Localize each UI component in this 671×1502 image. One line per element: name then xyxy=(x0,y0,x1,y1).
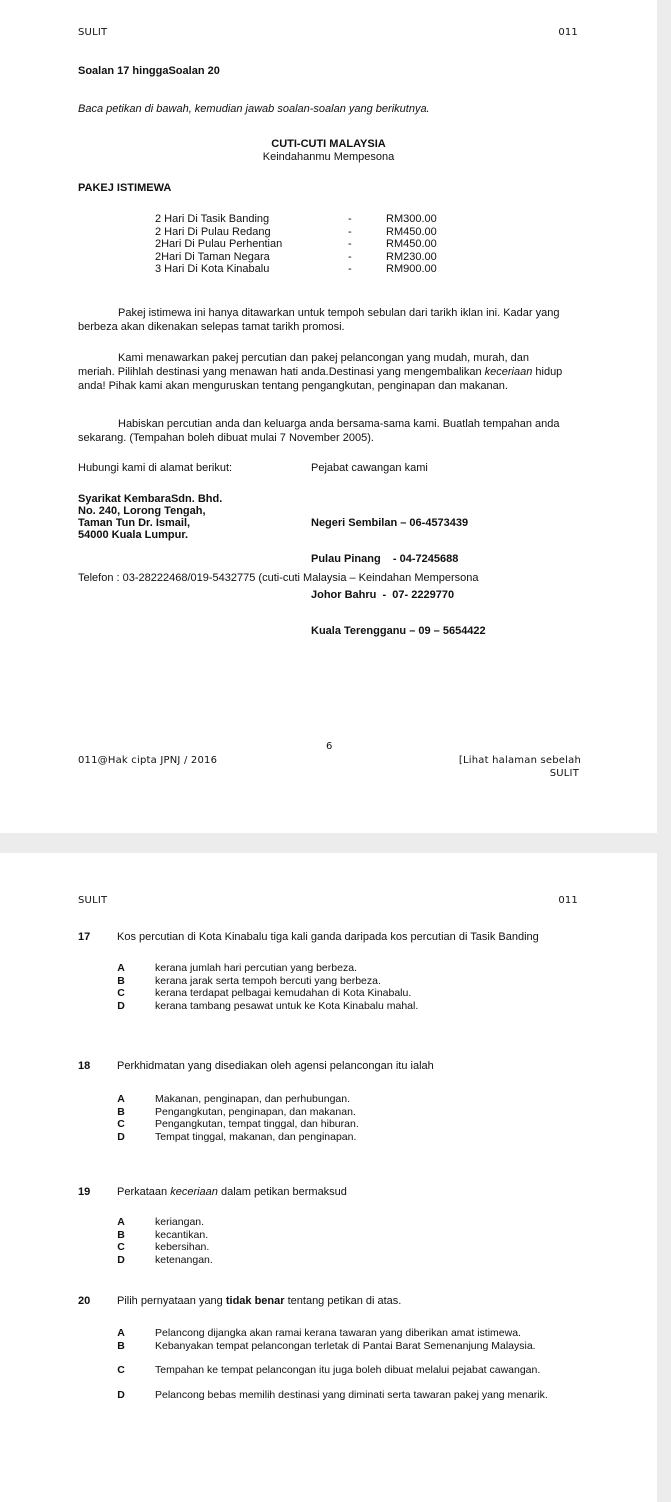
section-title: Soalan 17 hinggaSoalan 20 xyxy=(78,65,220,77)
option-letter: B xyxy=(117,974,125,987)
question-number: 18 xyxy=(78,1060,91,1072)
option-text: Pengangkutan, penginapan, dan makanan. xyxy=(155,1105,356,1118)
option-letter: B xyxy=(117,1339,125,1352)
header-sulit: SULIT xyxy=(78,895,108,906)
address-line: 54000 Kuala Lumpur. xyxy=(78,529,189,541)
package-name: 2 Hari Di Tasik Banding xyxy=(155,213,270,225)
package-name: 3 Hari Di Kota Kinabalu xyxy=(155,263,270,275)
option-text: kecantikan. xyxy=(155,1228,209,1241)
contact-label: Hubungi kami di alamat berikut: xyxy=(78,462,233,474)
option-text: kerana tambang pesawat untuk ke Kota Kinabalu mahal. xyxy=(155,999,419,1012)
package-price: RM900.00 xyxy=(386,263,437,275)
question-text-end: dalam petikan bermaksud xyxy=(217,1186,347,1198)
question-text: Kos percutian di Kota Kinabalu tiga kali ganda daripada kos percutian di Tasik Banding xyxy=(117,931,539,943)
company-address xyxy=(78,493,222,541)
option-text: keriangan. xyxy=(155,1216,205,1228)
option-letter: D xyxy=(117,1130,125,1143)
paragraph-offer-text-end: hidup anda! Pihak kami akan menguruskan tentang pengangkutan, penginapan dan makanan. xyxy=(78,366,563,392)
package-separator: - xyxy=(348,213,352,225)
package-price: RM300.00 xyxy=(386,213,437,225)
package-row xyxy=(155,251,455,264)
question-text-bold: tidak benar xyxy=(225,1295,285,1307)
page-number: 6 xyxy=(326,741,333,752)
question-text xyxy=(117,1295,401,1307)
option-text: Pengangkutan, tempat tinggal, dan hiburan. xyxy=(155,1118,359,1130)
question-text-end: tentang petikan di atas. xyxy=(284,1295,402,1307)
paragraph-promo: Pakej istimewa ini hanya ditawarkan untuk tempoh sebulan dari tarikh iklan ini. Kadar yang berbeza akan dikenakan selepas tamat tarikh promosi. xyxy=(78,307,560,333)
package-row xyxy=(155,263,455,276)
branch-line: Pulau Pinang - 04-7245688 xyxy=(311,553,459,565)
option-text: Kebanyakan tempat pelancongan terletak di Pantai Barat Semenanjung Malaysia. xyxy=(155,1339,536,1352)
package-price: RM450.00 xyxy=(386,238,437,250)
option-letter: D xyxy=(117,999,125,1012)
branch-line: Johor Bahru - 07- 2229770 xyxy=(311,589,455,601)
option-letter: D xyxy=(117,1388,125,1401)
option-letter: B xyxy=(117,1105,125,1118)
branch-line: Negeri Sembilan – 06-4573439 xyxy=(311,517,469,529)
option-letter: A xyxy=(117,1216,125,1228)
option-text: Tempat tinggal, makanan, dan penginapan. xyxy=(155,1130,357,1143)
branch-line: Kuala Terengganu – 09 – 5654422 xyxy=(311,625,486,637)
address-line: Syarikat KembaraSdn. Bhd. xyxy=(78,493,223,505)
package-heading: PAKEJ ISTIMEWA xyxy=(78,182,172,194)
option-text: Tempahan ke tempat pelancongan itu juga boleh dibuat melalui pejabat cawangan. xyxy=(155,1364,541,1376)
option-letter: B xyxy=(117,1228,125,1241)
package-row xyxy=(155,213,455,226)
question-number: 17 xyxy=(78,931,91,943)
package-separator: - xyxy=(348,238,352,250)
option-letter: C xyxy=(117,1241,125,1253)
option-text: kebersihan. xyxy=(155,1241,210,1253)
package-separator: - xyxy=(348,263,352,275)
package-price: RM450.00 xyxy=(386,225,437,238)
branch-label: Pejabat cawangan kami xyxy=(311,462,428,474)
paragraph-booking: Habiskan percutian anda dan keluarga anda bersama-sama kami. Buatlah tempahan anda sekarang. (Tempahan boleh dibuat mulai 7 November 2005). xyxy=(78,418,560,444)
paragraph-offer xyxy=(78,351,568,393)
package-price: RM230.00 xyxy=(386,250,437,263)
address-line: Taman Tun Dr. Ismail, xyxy=(78,517,191,529)
footer-copyright: 011@Hak cipta JPNJ / 2016 xyxy=(78,755,218,766)
option-text: Pelancong dijangka akan ramai kerana tawaran yang diberikan amat istimewa. xyxy=(155,1327,521,1339)
paragraph-offer-text: Kami menawarkan pakej percutian dan pakej pelancongan yang mudah, murah, dan meriah. Pilihlah destinasi yang menawan hati anda.Destinasi yang mengembalikan xyxy=(78,352,529,378)
option-text: Makanan, penginapan, dan perhubungan. xyxy=(155,1093,350,1105)
instruction: Baca petikan di bawah, kemudian jawab soalan-soalan yang berikutnya. xyxy=(78,103,430,115)
header-code: 011 xyxy=(558,895,578,906)
option-letter: A xyxy=(117,962,125,974)
option-letter: A xyxy=(117,1093,125,1105)
footer-next-page: [Lihat halaman sebelah xyxy=(458,755,581,766)
option-letter: C xyxy=(117,987,125,999)
package-separator: - xyxy=(348,225,352,238)
option-letter: C xyxy=(117,1118,125,1130)
header-sulit: SULIT xyxy=(78,27,108,38)
package-list xyxy=(155,213,455,276)
ad-title: CUTI-CUTI MALAYSIA xyxy=(271,138,386,150)
option-text: ketenangan. xyxy=(155,1253,213,1266)
question-text: Perkhidmatan yang disediakan oleh agensi pelancongan itu ialah xyxy=(117,1060,434,1072)
paragraph-offer-italic: keceriaan xyxy=(484,366,533,378)
telephone-line: Telefon : 03-28222468/019-5432775 (cuti-cuti Malaysia – Keindahan Mempersona xyxy=(78,572,479,584)
ad-subtitle: Keindahanmu Mempesona xyxy=(262,151,395,163)
option-text: kerana jarak serta tempoh bercuti yang berbeza. xyxy=(155,974,381,987)
option-letter: A xyxy=(117,1327,125,1339)
question-text xyxy=(117,1186,347,1198)
question-number: 20 xyxy=(78,1295,91,1307)
question-text-start: Perkataan xyxy=(117,1186,171,1198)
page-two xyxy=(0,853,657,1502)
package-row xyxy=(155,238,455,251)
package-name: 2Hari Di Pulau Perhentian xyxy=(155,238,283,250)
question-text-start: Pilih pernyataan yang xyxy=(117,1295,226,1307)
option-text: kerana terdapat pelbagai kemudahan di Kota Kinabalu. xyxy=(155,987,412,999)
option-text: kerana jumlah hari percutian yang berbeza. xyxy=(155,962,357,974)
question-text-italic: keceriaan xyxy=(170,1186,218,1198)
header-code: 011 xyxy=(558,27,578,38)
address-line: No. 240, Lorong Tengah, xyxy=(78,505,206,517)
option-letter: D xyxy=(117,1253,125,1266)
option-letter: C xyxy=(117,1364,125,1376)
package-name: 2 Hari Di Pulau Redang xyxy=(155,225,271,238)
package-separator: - xyxy=(348,250,352,263)
option-text: Pelancong bebas memilih destinasi yang diminati serta tawaran pakej yang menarik. xyxy=(155,1388,548,1401)
question-number: 19 xyxy=(78,1186,91,1198)
package-row xyxy=(155,226,455,239)
package-name: 2Hari Di Taman Negara xyxy=(155,250,270,263)
footer-sulit: SULIT xyxy=(549,768,579,779)
